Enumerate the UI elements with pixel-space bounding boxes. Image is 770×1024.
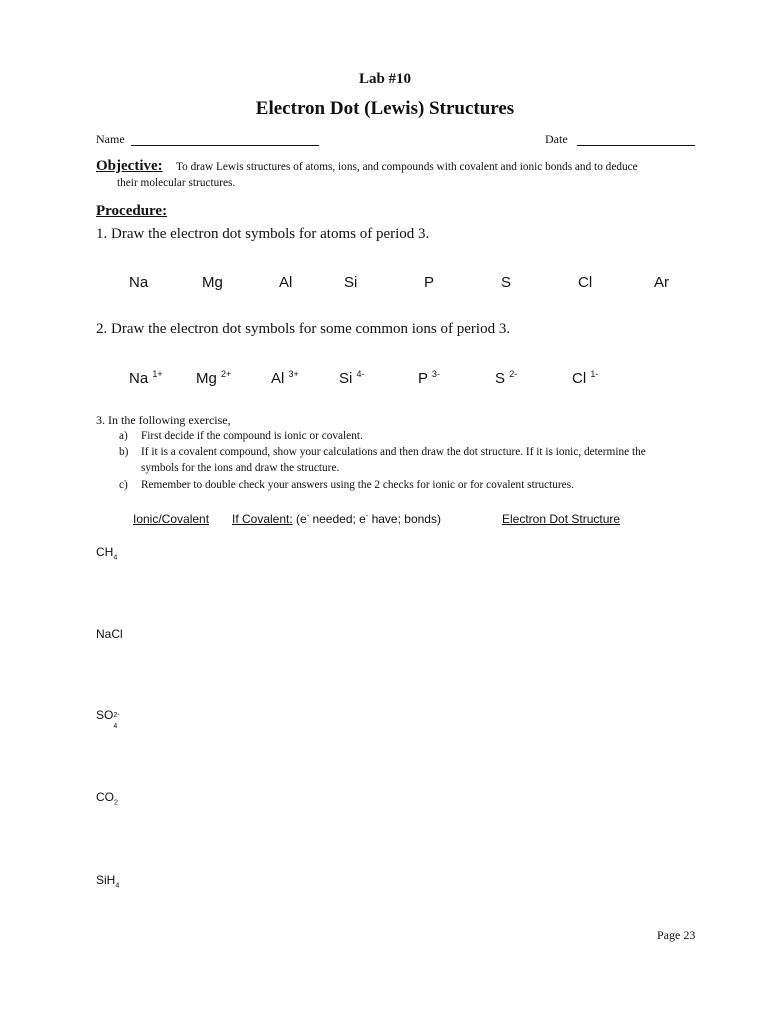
- atom-cl: Cl: [578, 274, 593, 291]
- ion-cl: Cl $^{1-}$: [572, 369, 599, 387]
- ion-si: Si $^{4-}$: [339, 369, 365, 387]
- ion-al: Al $^{3+}$: [271, 369, 299, 387]
- step-3c-label: c): [119, 479, 128, 491]
- step-3a: First decide if the compound is ionic or covalent.: [141, 430, 363, 442]
- ion-p: P $^{3-}$: [418, 369, 440, 387]
- step-3a-label: a): [119, 430, 128, 442]
- atom-si: Si: [344, 274, 358, 291]
- compound-so4: SO 2- 4: [96, 708, 120, 730]
- step-3b-line2: symbols for the ions and draw the structure.: [141, 462, 340, 474]
- ion-mg: Mg $^{2+}$: [196, 369, 232, 387]
- objective-label: Objective:: [96, 158, 163, 174]
- compound-sih4: SiH$_4$: [96, 873, 120, 890]
- date-field-line[interactable]: [577, 145, 695, 146]
- header-ionic-covalent: Ionic/Covalent: [133, 512, 210, 526]
- page-number: Page 23: [657, 928, 696, 942]
- atom-s: S: [501, 274, 512, 291]
- atom-mg: Mg: [202, 274, 223, 291]
- atom-al: Al: [279, 274, 293, 291]
- step-1: 1. Draw the electron dot symbols for atoms of period 3.: [96, 226, 430, 242]
- atom-p: P: [424, 274, 435, 291]
- date-label: Date: [545, 132, 568, 146]
- compound-ch4: $CH_4$: [96, 545, 118, 562]
- compound-nacl: NaCl: [96, 627, 123, 641]
- step-3c: Remember to double check your answers using the 2 checks for ionic or for covalent structures.: [141, 479, 574, 491]
- page-title: Electron Dot (Lewis) Structures: [255, 98, 515, 119]
- procedure-label: Procedure:: [96, 203, 168, 219]
- objective-text-line2: their molecular structures.: [117, 177, 236, 189]
- ion-s: S $^{2-}$: [495, 369, 518, 387]
- step-2: 2. Draw the electron dot symbols for some common ions of period 3.: [96, 321, 511, 337]
- name-label: Name: [96, 132, 125, 146]
- ion-na: Na $^{1+}$: [129, 369, 163, 387]
- atom-ar: Ar: [654, 274, 669, 291]
- step-3: 3. In the following exercise,: [96, 413, 231, 427]
- objective-text-line1: To draw Lewis structures of atoms, ions, and compounds with covalent and ionic bonds and to deduce: [176, 161, 638, 173]
- header-electron-dot: Electron Dot Structure: [502, 512, 621, 526]
- step-3b-label: b): [119, 446, 129, 458]
- lab-number: Lab #10: [358, 71, 412, 87]
- header-if-covalent: If Covalent: (e- needed; e- have; bonds): [232, 511, 441, 526]
- step-3b-line1: If it is a covalent compound, show your calculations and then draw the dot structure. If it is ionic, determine the: [141, 446, 646, 458]
- atom-na: Na: [129, 274, 149, 291]
- compound-co2: $CO_2$: [96, 790, 118, 807]
- name-field-line[interactable]: [131, 145, 319, 146]
